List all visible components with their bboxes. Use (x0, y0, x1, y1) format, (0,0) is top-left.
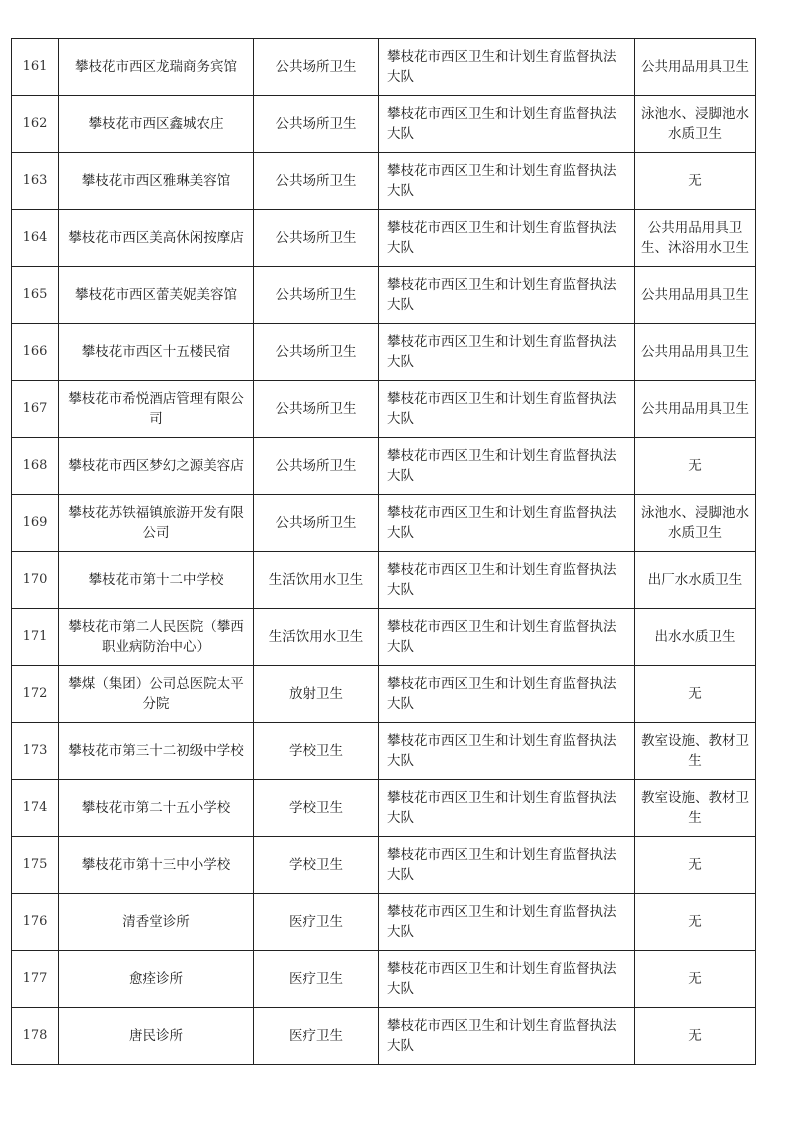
inspecting-agency-cell: 攀枝花市西区卫生和计划生育监督执法大队 (379, 96, 635, 153)
category-cell: 学校卫生 (254, 837, 379, 894)
category-cell: 放射卫生 (254, 666, 379, 723)
finding-item-cell: 无 (635, 666, 756, 723)
finding-item-cell: 泳池水、浸脚池水水质卫生 (635, 96, 756, 153)
row-number-cell: 172 (12, 666, 59, 723)
table-row (12, 894, 756, 951)
inspecting-agency-cell: 攀枝花市西区卫生和计划生育监督执法大队 (379, 153, 635, 210)
table-row (12, 267, 756, 324)
entity-name-cell: 攀枝花市第二人民医院（攀西职业病防治中心） (59, 609, 254, 666)
category-cell: 公共场所卫生 (254, 495, 379, 552)
inspecting-agency-cell: 攀枝花市西区卫生和计划生育监督执法大队 (379, 552, 635, 609)
entity-name-cell: 攀枝花市第十二中学校 (59, 552, 254, 609)
category-cell: 公共场所卫生 (254, 96, 379, 153)
row-number-cell: 169 (12, 495, 59, 552)
entity-name-cell: 攀枝花市第十三中小学校 (59, 837, 254, 894)
finding-item-cell: 教室设施、教材卫生 (635, 723, 756, 780)
finding-item-cell: 无 (635, 1008, 756, 1065)
table-row (12, 837, 756, 894)
entity-name-cell: 攀枝花市第二十五小学校 (59, 780, 254, 837)
category-cell: 生活饮用水卫生 (254, 552, 379, 609)
finding-item-cell: 无 (635, 837, 756, 894)
category-cell: 医疗卫生 (254, 1008, 379, 1065)
finding-item-cell: 公共用品用具卫生 (635, 39, 756, 96)
finding-item-cell: 泳池水、浸脚池水水质卫生 (635, 495, 756, 552)
entity-name-cell: 攀枝花市西区梦幻之源美容店 (59, 438, 254, 495)
table-row (12, 666, 756, 723)
inspecting-agency-cell: 攀枝花市西区卫生和计划生育监督执法大队 (379, 780, 635, 837)
inspecting-agency-cell: 攀枝花市西区卫生和计划生育监督执法大队 (379, 210, 635, 267)
row-number-cell: 161 (12, 39, 59, 96)
table-row (12, 381, 756, 438)
inspecting-agency-cell: 攀枝花市西区卫生和计划生育监督执法大队 (379, 723, 635, 780)
finding-item-cell: 无 (635, 153, 756, 210)
row-number-cell: 171 (12, 609, 59, 666)
table-row (12, 153, 756, 210)
row-number-cell: 166 (12, 324, 59, 381)
entity-name-cell: 攀枝花市希悦酒店管理有限公司 (59, 381, 254, 438)
table-row (12, 552, 756, 609)
entity-name-cell: 清香堂诊所 (59, 894, 254, 951)
finding-item-cell: 公共用品用具卫生、沐浴用水卫生 (635, 210, 756, 267)
entity-name-cell: 攀枝花市西区蕾芙妮美容馆 (59, 267, 254, 324)
finding-item-cell: 公共用品用具卫生 (635, 267, 756, 324)
row-number-cell: 162 (12, 96, 59, 153)
inspecting-agency-cell: 攀枝花市西区卫生和计划生育监督执法大队 (379, 1008, 635, 1065)
row-number-cell: 165 (12, 267, 59, 324)
finding-item-cell: 教室设施、教材卫生 (635, 780, 756, 837)
table-row (12, 780, 756, 837)
row-number-cell: 168 (12, 438, 59, 495)
table-body (12, 39, 756, 1065)
row-number-cell: 163 (12, 153, 59, 210)
finding-item-cell: 无 (635, 951, 756, 1008)
row-number-cell: 167 (12, 381, 59, 438)
table-row (12, 438, 756, 495)
finding-item-cell: 公共用品用具卫生 (635, 324, 756, 381)
inspection-table (11, 38, 756, 1065)
category-cell: 公共场所卫生 (254, 267, 379, 324)
inspecting-agency-cell: 攀枝花市西区卫生和计划生育监督执法大队 (379, 324, 635, 381)
row-number-cell: 164 (12, 210, 59, 267)
table-row (12, 495, 756, 552)
table-row (12, 1008, 756, 1065)
inspecting-agency-cell: 攀枝花市西区卫生和计划生育监督执法大队 (379, 495, 635, 552)
row-number-cell: 176 (12, 894, 59, 951)
entity-name-cell: 愈痊诊所 (59, 951, 254, 1008)
inspecting-agency-cell: 攀枝花市西区卫生和计划生育监督执法大队 (379, 267, 635, 324)
inspecting-agency-cell: 攀枝花市西区卫生和计划生育监督执法大队 (379, 894, 635, 951)
inspecting-agency-cell: 攀枝花市西区卫生和计划生育监督执法大队 (379, 951, 635, 1008)
entity-name-cell: 攀枝花市西区鑫城农庄 (59, 96, 254, 153)
category-cell: 医疗卫生 (254, 951, 379, 1008)
entity-name-cell: 攀枝花市西区美高休闲按摩店 (59, 210, 254, 267)
category-cell: 公共场所卫生 (254, 210, 379, 267)
table-row (12, 609, 756, 666)
table-row (12, 96, 756, 153)
entity-name-cell: 攀枝花苏铁福镇旅游开发有限公司 (59, 495, 254, 552)
row-number-cell: 177 (12, 951, 59, 1008)
table-row (12, 210, 756, 267)
finding-item-cell: 无 (635, 894, 756, 951)
category-cell: 医疗卫生 (254, 894, 379, 951)
entity-name-cell: 攀枝花市西区雅琳美容馆 (59, 153, 254, 210)
category-cell: 学校卫生 (254, 780, 379, 837)
category-cell: 生活饮用水卫生 (254, 609, 379, 666)
row-number-cell: 174 (12, 780, 59, 837)
row-number-cell: 178 (12, 1008, 59, 1065)
row-number-cell: 170 (12, 552, 59, 609)
entity-name-cell: 唐民诊所 (59, 1008, 254, 1065)
table-row (12, 951, 756, 1008)
category-cell: 学校卫生 (254, 723, 379, 780)
entity-name-cell: 攀枝花市第三十二初级中学校 (59, 723, 254, 780)
row-number-cell: 175 (12, 837, 59, 894)
entity-name-cell: 攀枝花市西区龙瑞商务宾馆 (59, 39, 254, 96)
category-cell: 公共场所卫生 (254, 324, 379, 381)
finding-item-cell: 出水水质卫生 (635, 609, 756, 666)
inspecting-agency-cell: 攀枝花市西区卫生和计划生育监督执法大队 (379, 381, 635, 438)
inspecting-agency-cell: 攀枝花市西区卫生和计划生育监督执法大队 (379, 438, 635, 495)
finding-item-cell: 无 (635, 438, 756, 495)
category-cell: 公共场所卫生 (254, 438, 379, 495)
inspecting-agency-cell: 攀枝花市西区卫生和计划生育监督执法大队 (379, 837, 635, 894)
table-row (12, 39, 756, 96)
entity-name-cell: 攀煤（集团）公司总医院太平分院 (59, 666, 254, 723)
inspecting-agency-cell: 攀枝花市西区卫生和计划生育监督执法大队 (379, 609, 635, 666)
category-cell: 公共场所卫生 (254, 39, 379, 96)
inspecting-agency-cell: 攀枝花市西区卫生和计划生育监督执法大队 (379, 39, 635, 96)
row-number-cell: 173 (12, 723, 59, 780)
entity-name-cell: 攀枝花市西区十五楼民宿 (59, 324, 254, 381)
table-row (12, 324, 756, 381)
table-row (12, 723, 756, 780)
category-cell: 公共场所卫生 (254, 153, 379, 210)
inspecting-agency-cell: 攀枝花市西区卫生和计划生育监督执法大队 (379, 666, 635, 723)
finding-item-cell: 出厂水水质卫生 (635, 552, 756, 609)
category-cell: 公共场所卫生 (254, 381, 379, 438)
finding-item-cell: 公共用品用具卫生 (635, 381, 756, 438)
